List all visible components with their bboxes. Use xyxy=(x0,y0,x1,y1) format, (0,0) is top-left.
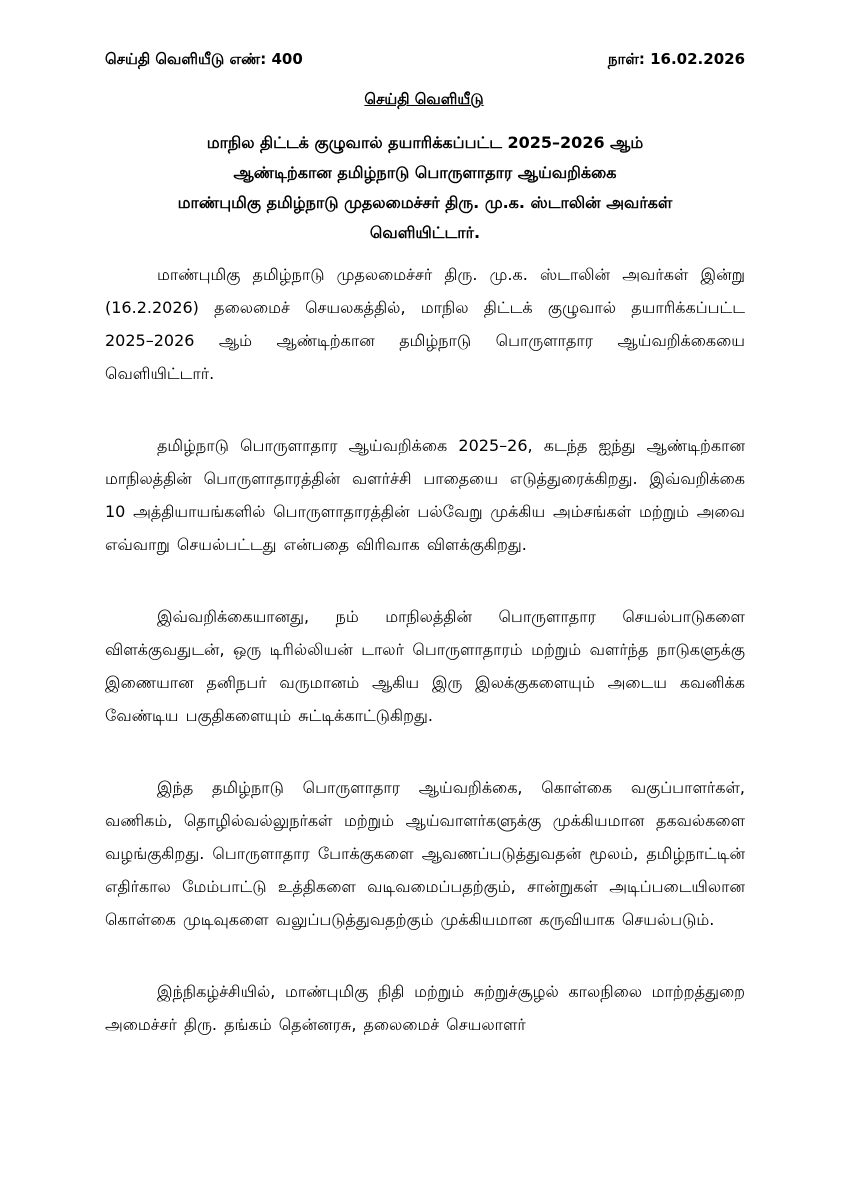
header-row xyxy=(105,50,745,74)
paragraph-4: இந்த தமிழ்நாடு பொருளாதார ஆய்வறிக்கை, கொள்கை வகுப்பாளர்கள், வணிகம், தொழில்வல்லுநர்கள் மற்றும் ஆய்வாளர்களுக்கு முக்கியமான தகவல்களை வழங்குகிறது. பொருளாதார போக்குகளை ஆவணப்படுத்துவதன் மூலம், தமிழ்நாட்டின் எதிர்கால மேம்பாட்டு உத்திகளை வடிவமைப்பதற்கும், சான்றுகள் அடிப்படையிலான கொள்கை முடிவுகளை வலுப்படுத்துவதற்கும் முக்கியமான கருவியாக செயல்படும். xyxy=(105,778,745,929)
paragraph-1: மாண்புமிகு தமிழ்நாடு முதலமைச்சர் திரு. மு.க. ஸ்டாலின் அவர்கள் இன்று (16.2.2026) தலைமைச் செயலகத்தில், மாநில திட்டக் குழுவால் தயாரிக்கப்பட்ட 2025–2026 ஆம் ஆண்டிற்கான தமிழ்நாடு பொருளாதார ஆய்வறிக்கையை வெளியிட்டார். xyxy=(105,265,745,383)
headline xyxy=(105,128,745,248)
body-text xyxy=(105,258,745,1080)
document-label: செய்தி வெளியீடு xyxy=(364,90,484,108)
headline-line-1: மாநில திட்டக் குழுவால் தயாரிக்கப்பட்ட 2025–2026 ஆம் xyxy=(206,133,644,152)
release-date: நாள்: 16.02.2026 xyxy=(607,50,745,68)
headline-line-3: மாண்புமிகு தமிழ்நாடு முதலமைச்சர் திரு. மு.க. ஸ்டாலின் அவர்கள் xyxy=(177,193,673,212)
paragraph-2: தமிழ்நாடு பொருளாதார ஆய்வறிக்கை 2025–26, கடந்த ஐந்து ஆண்டிற்கான மாநிலத்தின் பொருளாதாரத்தின் வளர்ச்சி பாதையை எடுத்துரைக்கிறது. இவ்வறிக்கை 10 அத்தியாயங்களில் பொருளாதாரத்தின் பல்வேறு முக்கிய அம்சங்கள் மற்றும் அவை எவ்வாறு செயல்பட்டது என்பதை விரிவாக விளக்குகிறது. xyxy=(105,436,745,554)
headline-line-2: ஆண்டிற்கான தமிழ்நாடு பொருளாதார ஆய்வறிக்கை xyxy=(233,163,617,182)
paragraph-5: இந்நிகழ்ச்சியில், மாண்புமிகு நிதி மற்றும் சுற்றுச்சூழல் காலநிலை மாற்றத்துறை அமைச்சர் திரு. தங்கம் தென்னரசு, தலைமைச் செயலாளர் xyxy=(105,982,745,1034)
paragraph-3: இவ்வறிக்கையானது, நம் மாநிலத்தின் பொருளாதார செயல்பாடுகளை விளக்குவதுடன், ஒரு டிரில்லியன் டாலர் பொருளாதாரம் மற்றும் வளர்ந்த நாடுகளுக்கு இணையான தனிநபர் வருமானம் ஆகிய இரு இலக்குகளையும் அடைய கவனிக்க வேண்டிய பகுதிகளையும் சுட்டிக்காட்டுகிறது. xyxy=(105,607,745,725)
headline-line-4: வெளியிட்டார். xyxy=(369,223,481,242)
release-number: செய்தி வெளியீடு எண்: 400 xyxy=(105,50,303,68)
